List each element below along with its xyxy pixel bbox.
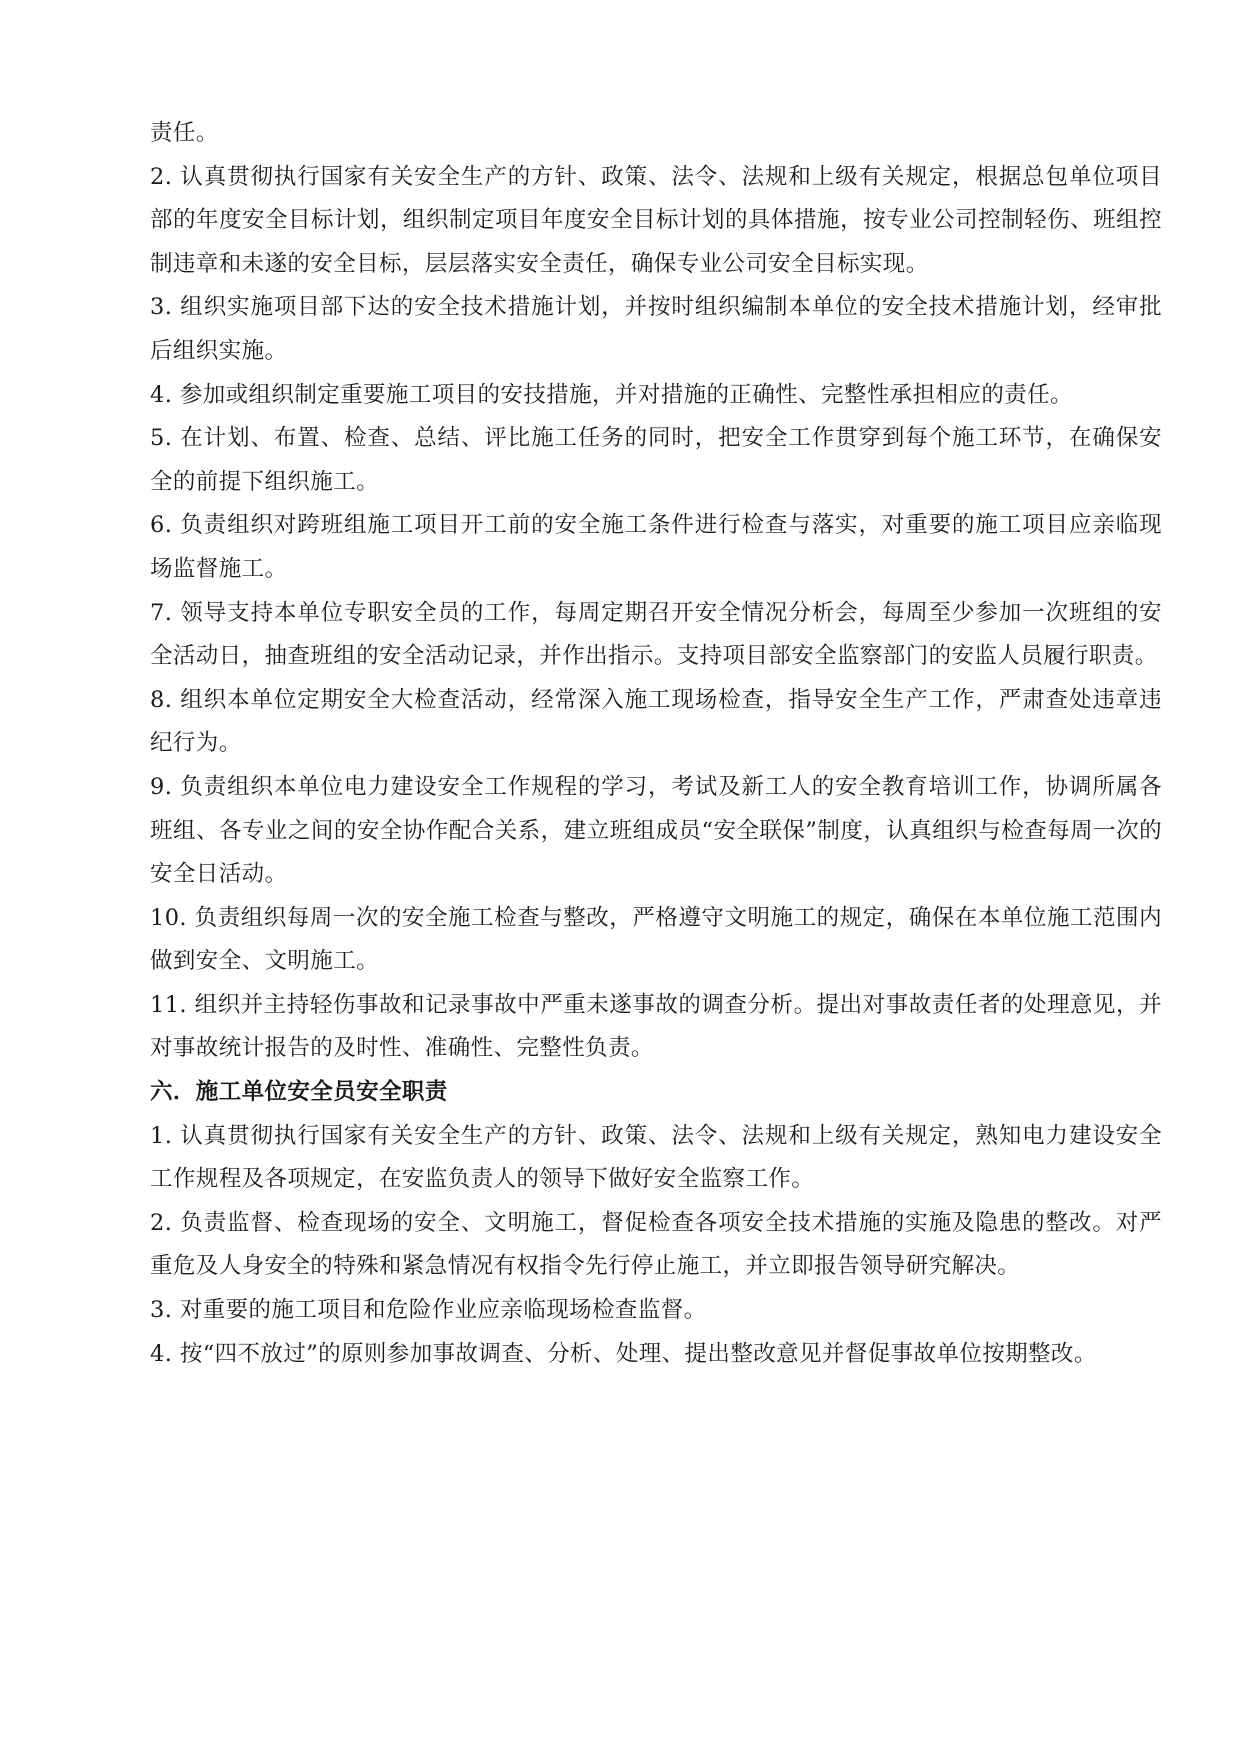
document-page <box>150 112 1162 1376</box>
paragraph-item-4: 4. 按“四不放过”的原则参加事故调查、分析、处理、提出整改意见并督促事故单位按期整改。 <box>150 1340 1097 1367</box>
paragraph-item-4: 4. 参加或组织制定重要施工项目的安技措施，并对措施的正确性、完整性承担相应的责任。 <box>150 381 1073 408</box>
paragraph-item-5: 5. 在计划、布置、检查、总结、评比施工任务的同时，把安全工作贯穿到每个施工环节，在确保安全的前提下组织施工。 <box>150 425 1162 495</box>
paragraph-item-2: 2. 认真贯彻执行国家有关安全生产的方针、政策、法令、法规和上级有关规定，根据总包单位项目部的年度安全目标计划，组织制定项目年度安全目标计划的具体措施，按专业公司控制轻伤、班组控制违章和未遂的安全目标，层层落实安全责任，确保专业公司安全目标实现。 <box>150 163 1162 277</box>
section-heading: 六．施工单位安全员安全职责 <box>150 1079 448 1106</box>
paragraph-continuation: 责任。 <box>150 120 219 146</box>
paragraph-item-3: 3. 对重要的施工项目和危险作业应亲临现场检查监督。 <box>150 1297 707 1324</box>
paragraph-item-7: 7. 领导支持本单位专职安全员的工作，每周定期召开安全情况分析会，每周至少参加一次班组的安全活动日，抽查班组的安全活动记录，并作出指示。支持项目部安全监察部门的安监人员履行职责。 <box>150 599 1162 670</box>
paragraph-item-11: 11. 组织并主持轻伤事故和记录事故中严重未遂事故的调查分析。提出对事故责任者的处理意见，并对事故统计报告的及时性、准确性、完整性负责。 <box>150 991 1162 1062</box>
paragraph-item-8: 8. 组织本单位定期安全大检查活动，经常深入施工现场检查，指导安全生产工作，严肃查处违章违纪行为。 <box>150 686 1162 757</box>
paragraph-item-9: 9. 负责组织本单位电力建设安全工作规程的学习，考试及新工人的安全教育培训工作，协调所属各班组、各专业之间的安全协作配合关系，建立班组成员“安全联保”制度，认真组织与检查每周一次的安全日活动。 <box>150 773 1162 888</box>
paragraph-item-10: 10. 负责组织每周一次的安全施工检查与整改，严格遵守文明施工的规定，确保在本单位施工范围内做到安全、文明施工。 <box>150 904 1162 975</box>
paragraph-item-1: 1. 认真贯彻执行国家有关安全生产的方针、政策、法令、法规和上级有关规定，熟知电力建设安全工作规程及各项规定，在安监负责人的领导下做好安全监察工作。 <box>150 1122 1162 1193</box>
paragraph-item-6: 6. 负责组织对跨班组施工项目开工前的安全施工条件进行检查与落实，对重要的施工项目应亲临现场监督施工。 <box>150 512 1162 582</box>
paragraph-item-2: 2. 负责监督、检查现场的安全、文明施工，督促检查各项安全技术措施的实施及隐患的整改。对严重危及人身安全的特殊和紧急情况有权指令先行停止施工，并立即报告领导研究解决。 <box>150 1209 1162 1280</box>
paragraph-item-3: 3. 组织实施项目部下达的安全技术措施计划，并按时组织编制本单位的安全技术措施计划，经审批后组织实施。 <box>150 294 1162 364</box>
